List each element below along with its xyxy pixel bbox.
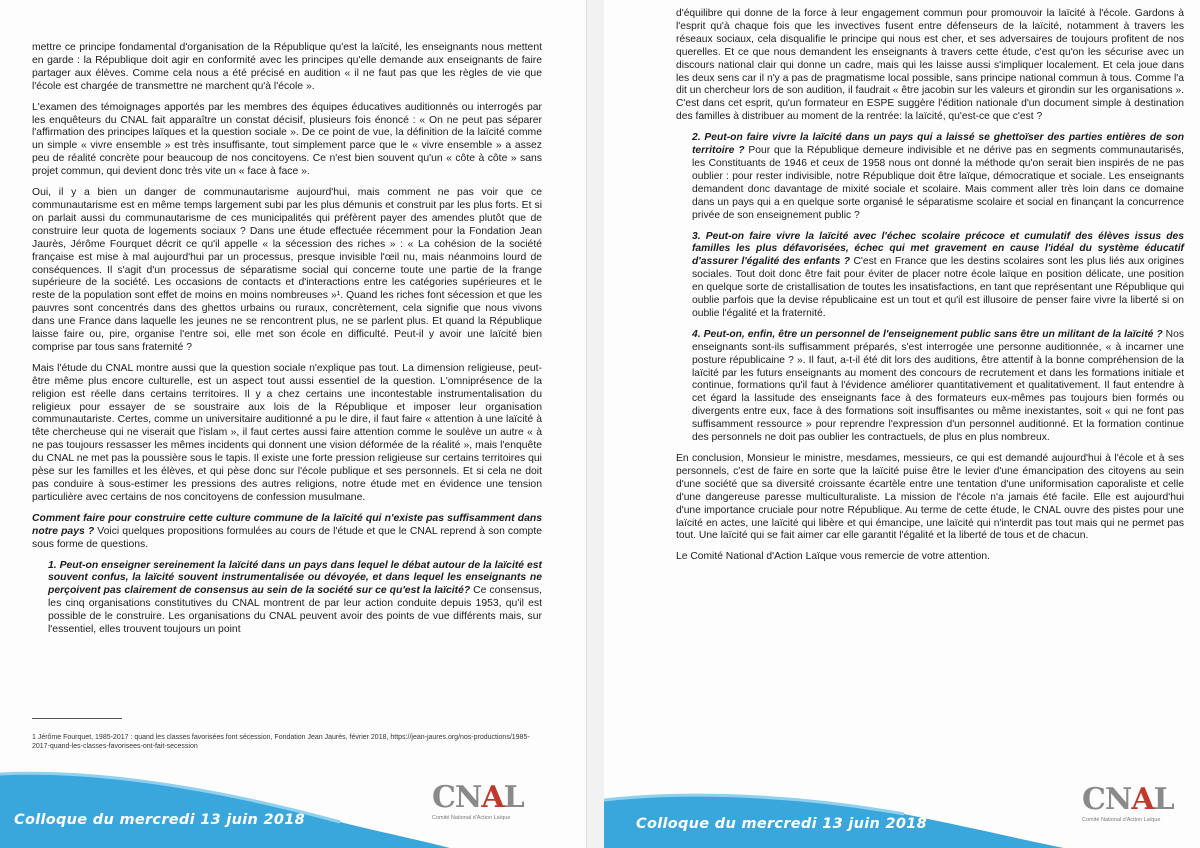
paragraph: L'examen des témoignages apportés par les membres des équipes éducatives auditionnés ou interrogés par les enquêteurs du CNAL fait apparaître un constat décisif, plusieurs fois énoncé : « On ne peut pas séparer l'affirmation des principes laïques et la question sociale ». De ce point de vue, la définition de la laïcité comme un simple « vivre ensemble » est très insuffisante, tout simplement parce que le « vivre ensemble » a assez peu de réalité concrète pour beaucoup de nos concitoyens. Ce n'est bien souvent qu'un « côte à côte » sans projet commun, qui devient donc très vite un « face à face ». bbox=[32, 101, 542, 178]
closing-line: Le Comité National d'Action Laïque vous remercie de votre attention. bbox=[676, 551, 990, 563]
banner-title: Colloque du mercredi 13 juin 2018 bbox=[14, 812, 306, 828]
banner-title: Colloque du mercredi 13 juin 2018 bbox=[636, 816, 928, 832]
paragraph: d'équilibre qui donne de la force à leur engagement commun pour promouvoir la laïcité à l'école. Gardons à l'esprit qu'à chaque fois que les invectives fusent entre défenseurs de la laïcité, notamment à travers les réseaux sociaux, cela disqualifie le principe qui nous est cher, et ses adversaires de toujours profitent de nos querelles. Et ce que nous demandent les enseignants à travers cette étude, c'est qu'on les sécurise avec un discours national clair qui donne un cadre, mais qui les laisse aussi s'impliquer localement. Et cela joue dans les deux sens car il n'y a pas de pragmatisme local possible, sans principe national commun à tous. Comme l'a dit un chercheur lors de son audition, il faudrait « être jacobin sur les valeurs et girondin sur les organisations ». C'est dans cet esprit, qu'un formateur en ESPE suggère l'édition nationale d'un document simple à destination des familles à distribuer au moment de la rentrée: la laïcité, qu'est-ce que c'est ? bbox=[676, 8, 1184, 123]
paragraph: Mais l'étude du CNAL montre aussi que la question sociale n'explique pas tout. La dimension religieuse, peut-être même plus encore culturelle, est un aspect tout aussi essentiel de la question. L'omniprésence de la religion est réelle dans certains territoires. Il y a chez certains une incontestable instrumentalisation du religieux pour essayer de se soustraire aux lois de la République et imposer leur organisation communautariste. Certes, comme un universitaire auditionné a pu le dire, il faut faire « attention à une laïcité à tête chercheuse qui ne viserait que l'islam », il faut certes aussi faire attention comme le soulève un autre « à ne pas toujours ressasser les mêmes incidents qui donnent une vision déformée de la réalité », mais l'enquête du CNAL ne met pas la poussière sous le tapis. Il existe une forte pression religieuse sur certains territoires qui pèse sur les familles et les élèves, et qui pèse donc sur l'école publique et ses personnels. Et si cela ne doit pas conduire à sous-estimer les pressions des autres religions, notre étude met en évidence une tension particulière avec certains de nos concitoyens de confession musulmane. bbox=[32, 362, 542, 503]
list-item-3-rest: C'est en France que les destins scolaires sont les plus liés aux origines sociales. Tout doit donc être fait pour éviter de placer notre école laïque en position délicate, une position en quelque sorte de cristallisation de toutes les insatisfactions, en tant que représentant une République qui oublie parfois que la devise républicaine est un tout et qu'il est illusoire de penser faire vivre la liberté si on oublie l'égalité et la fraternité. bbox=[692, 256, 1184, 319]
list-item-4-rest: Nos enseignants sont-ils suffisamment préparés, s'est interrogée une personne auditionnée, « à incarner une posture républicaine ? ». Il faut, a-t-il été dit lors des auditions, être attentif à la bonne compréhension de la laïcité par les futurs enseignants au moment des concours de recrutement et dans les formations initiale et continue, formations qu'il faut à l'évidence améliorer quantitativement et qualitativement. Il faut entendre à cet égard la lassitude des enseignants face à des formateurs eux-mêmes pas toujours bien formés ou divergents entre eux, face à des formations soit insuffisantes ou même inexistantes, soit « qui ne font pas suffisamment ressource » pour reprendre l'expression d'un personnel auditionné. Et la formation continue des personnels ne doit pas oublier les contractuels, de plus en plus nombreux. bbox=[692, 328, 1184, 444]
paragraph: mettre ce principe fondamental d'organisation de la République qu'est la laïcité, les enseignants nous mettent en garde : la République doit agir en conformité avec les principes qu'elle demande aux enseignants de faire partager aux élèves. Comme cela nous a été précisé en audition « il ne faut pas que les règles de vie que l'école est chargée de transmettre ne marchent qu'à l'école ». bbox=[32, 42, 542, 92]
page-right bbox=[604, 0, 1200, 848]
left-column bbox=[32, 42, 542, 645]
logo-subtitle: Comité National d'Action Laïque bbox=[432, 815, 511, 821]
page-left bbox=[0, 0, 586, 848]
footer-banner bbox=[604, 760, 1200, 848]
footnote-divider bbox=[32, 718, 122, 719]
list-item-1-bold: 1. Peut-on enseigner sereinement la laïcité dans un pays dans lequel le débat autour de la laïcité est souvent confus, la laïcité souvent instrumentalisée ou dévoyée, et dans lequel les enseignants ne perçoivent pas clairement de consensus au sein de la société sur ce qu'est la laïcité? bbox=[48, 559, 542, 597]
list-item-3 bbox=[692, 231, 1184, 321]
cnal-logo bbox=[426, 780, 556, 826]
footnote: 1 Jérôme Fourquet, 1985-2017 : quand les classes favorisées font sécession, Fondation Jean Jaurès, février 2018, https://jean-jaures.org/nos-productions/1985-2017-quand-les-classes-favorisees-ont-fait-secession bbox=[32, 734, 530, 750]
footer-banner bbox=[0, 760, 586, 848]
logo-subtitle: Comité National d'Action Laïque bbox=[1082, 817, 1161, 823]
list-item-1 bbox=[48, 560, 542, 637]
right-column bbox=[676, 8, 1184, 572]
list-item-4 bbox=[692, 329, 1184, 445]
list-item-2-rest: Pour que la République demeure indivisible et ne dérive pas en segments communautarisés, les Constituants de 1946 et ceux de 1958 nous ont donné la méthode qu'on serait bien inspirés de ne pas oublier : pour rester indivisible, notre République doit être laïque, démocratique et sociale. Les enseignants demandent donc davantage de mixité sociale et scolaire. Mais comment aller très loin dans ce domaine dans un pays qui a en quelque sorte organisé le séparatisme scolaire et social en finançant la concurrence privée de son enseignement public ? bbox=[692, 145, 1185, 221]
logo-wordmark: CNAL bbox=[1082, 782, 1174, 817]
list-item-2 bbox=[692, 132, 1184, 222]
question-paragraph bbox=[32, 513, 542, 552]
question-rest: Voici quelques propositions formulées au cours de l'étude et que le CNAL reprend à son compte sous forme de questions. bbox=[32, 525, 543, 550]
cnal-logo bbox=[1076, 782, 1200, 828]
list-item-3-bold: 3. Peut-on faire vivre la laïcité avec l'échec scolaire précoce et cumulatif des élèves issus des familles les plus défavorisées, échec qui met gravement en cause l'idéal du système éducatif d'assurer l'égalité des enfants ? bbox=[692, 230, 1184, 268]
book-gutter bbox=[586, 0, 606, 848]
list-item-4-bold: 4. Peut-on, enfin, être un personnel de l'enseignement public sans être un militant de la laïcité ? bbox=[692, 328, 1163, 340]
question-bold: Comment faire pour construire cette culture commune de la laïcité qui n'existe pas suffisamment dans notre pays ? bbox=[32, 512, 542, 537]
list-item-2-bold: 2. Peut-on faire vivre la laïcité dans un pays qui a laissé se ghettoïser des parties entières de son territoire ? bbox=[692, 132, 1184, 157]
list-item-1-rest: Ce consensus, les cinq organisations constitutives du CNAL montrent de par leur action conduite depuis 1953, qu'il est possible de le construire. Les organisations du CNAL peuvent avoir des points de vue différents mais, sur l'essentiel, elles trouvent toujours un point bbox=[48, 585, 542, 636]
logo-wordmark: CNAL bbox=[432, 780, 524, 815]
conclusion-paragraph: En conclusion, Monsieur le ministre, mesdames, messieurs, ce qui est demandé aujourd'hui à l'école et à ses personnels, c'est de faire en sorte que la laïcité puise être le levier d'une émancipation des citoyens au sein d'une société que sa diversité croissante écartèle entre une tentation d'une uniformisation caporaliste et celle d'une dangereuse paresse multiculturaliste. La mission de l'école n'a jamais été facile. Elle est aujourd'hui d'une importance cruciale pour notre République. Au terme de cette étude, le CNAL ouvre des pistes pour une laïcité en actes, une laïcité qui libère et qui émancipe, une laïcité qui n'interdit pas tout mais qui ne permet pas tout. Une laïcité qui se fait aimer car elle garantit l'égalité et la liberté de tous et de chacun. bbox=[676, 453, 1184, 542]
paragraph: Oui, il y a bien un danger de communautarisme aujourd'hui, mais comment ne pas voir que ce communautarisme est en même temps largement subi par les plus démunis et construit par les plus forts. Et si on parlait aussi du communautarisme de ces municipalités qui préfèrent payer des amendes plutôt que de construire leur quota de logements sociaux ? Dans une étude effectuée récemment pour la Fondation Jean Jaurès, Jérôme Fourquet décrit ce qu'il appelle « la sécession des riches » : « La cohésion de la société française est mise à mal aujourd'hui par un processus, presque invisible l'œil nu, mais néanmoins lourd de conséquences. Il s'agit d'un processus de séparatisme social qui concerne toute une partie de la frange supérieure de la société. Les occasions de contacts et d'interactions entre les catégories supérieures et le reste de la population sont effet de moins en moins nombreuses »¹. Quand les riches font sécession et que les pauvres sont concentrés dans des ghettos urbains ou ruraux, concrètement, cela signifie que nous vivons dans une France dans laquelle les jeunes ne se rencontrent plus, ne se parlent plus. Et quand la République laisse faire ou, pire, organise l'entre soi, elle met son école en difficulté. Peut-il y avoir une laïcité bien comprise par tous sans fraternité ? bbox=[32, 187, 542, 353]
